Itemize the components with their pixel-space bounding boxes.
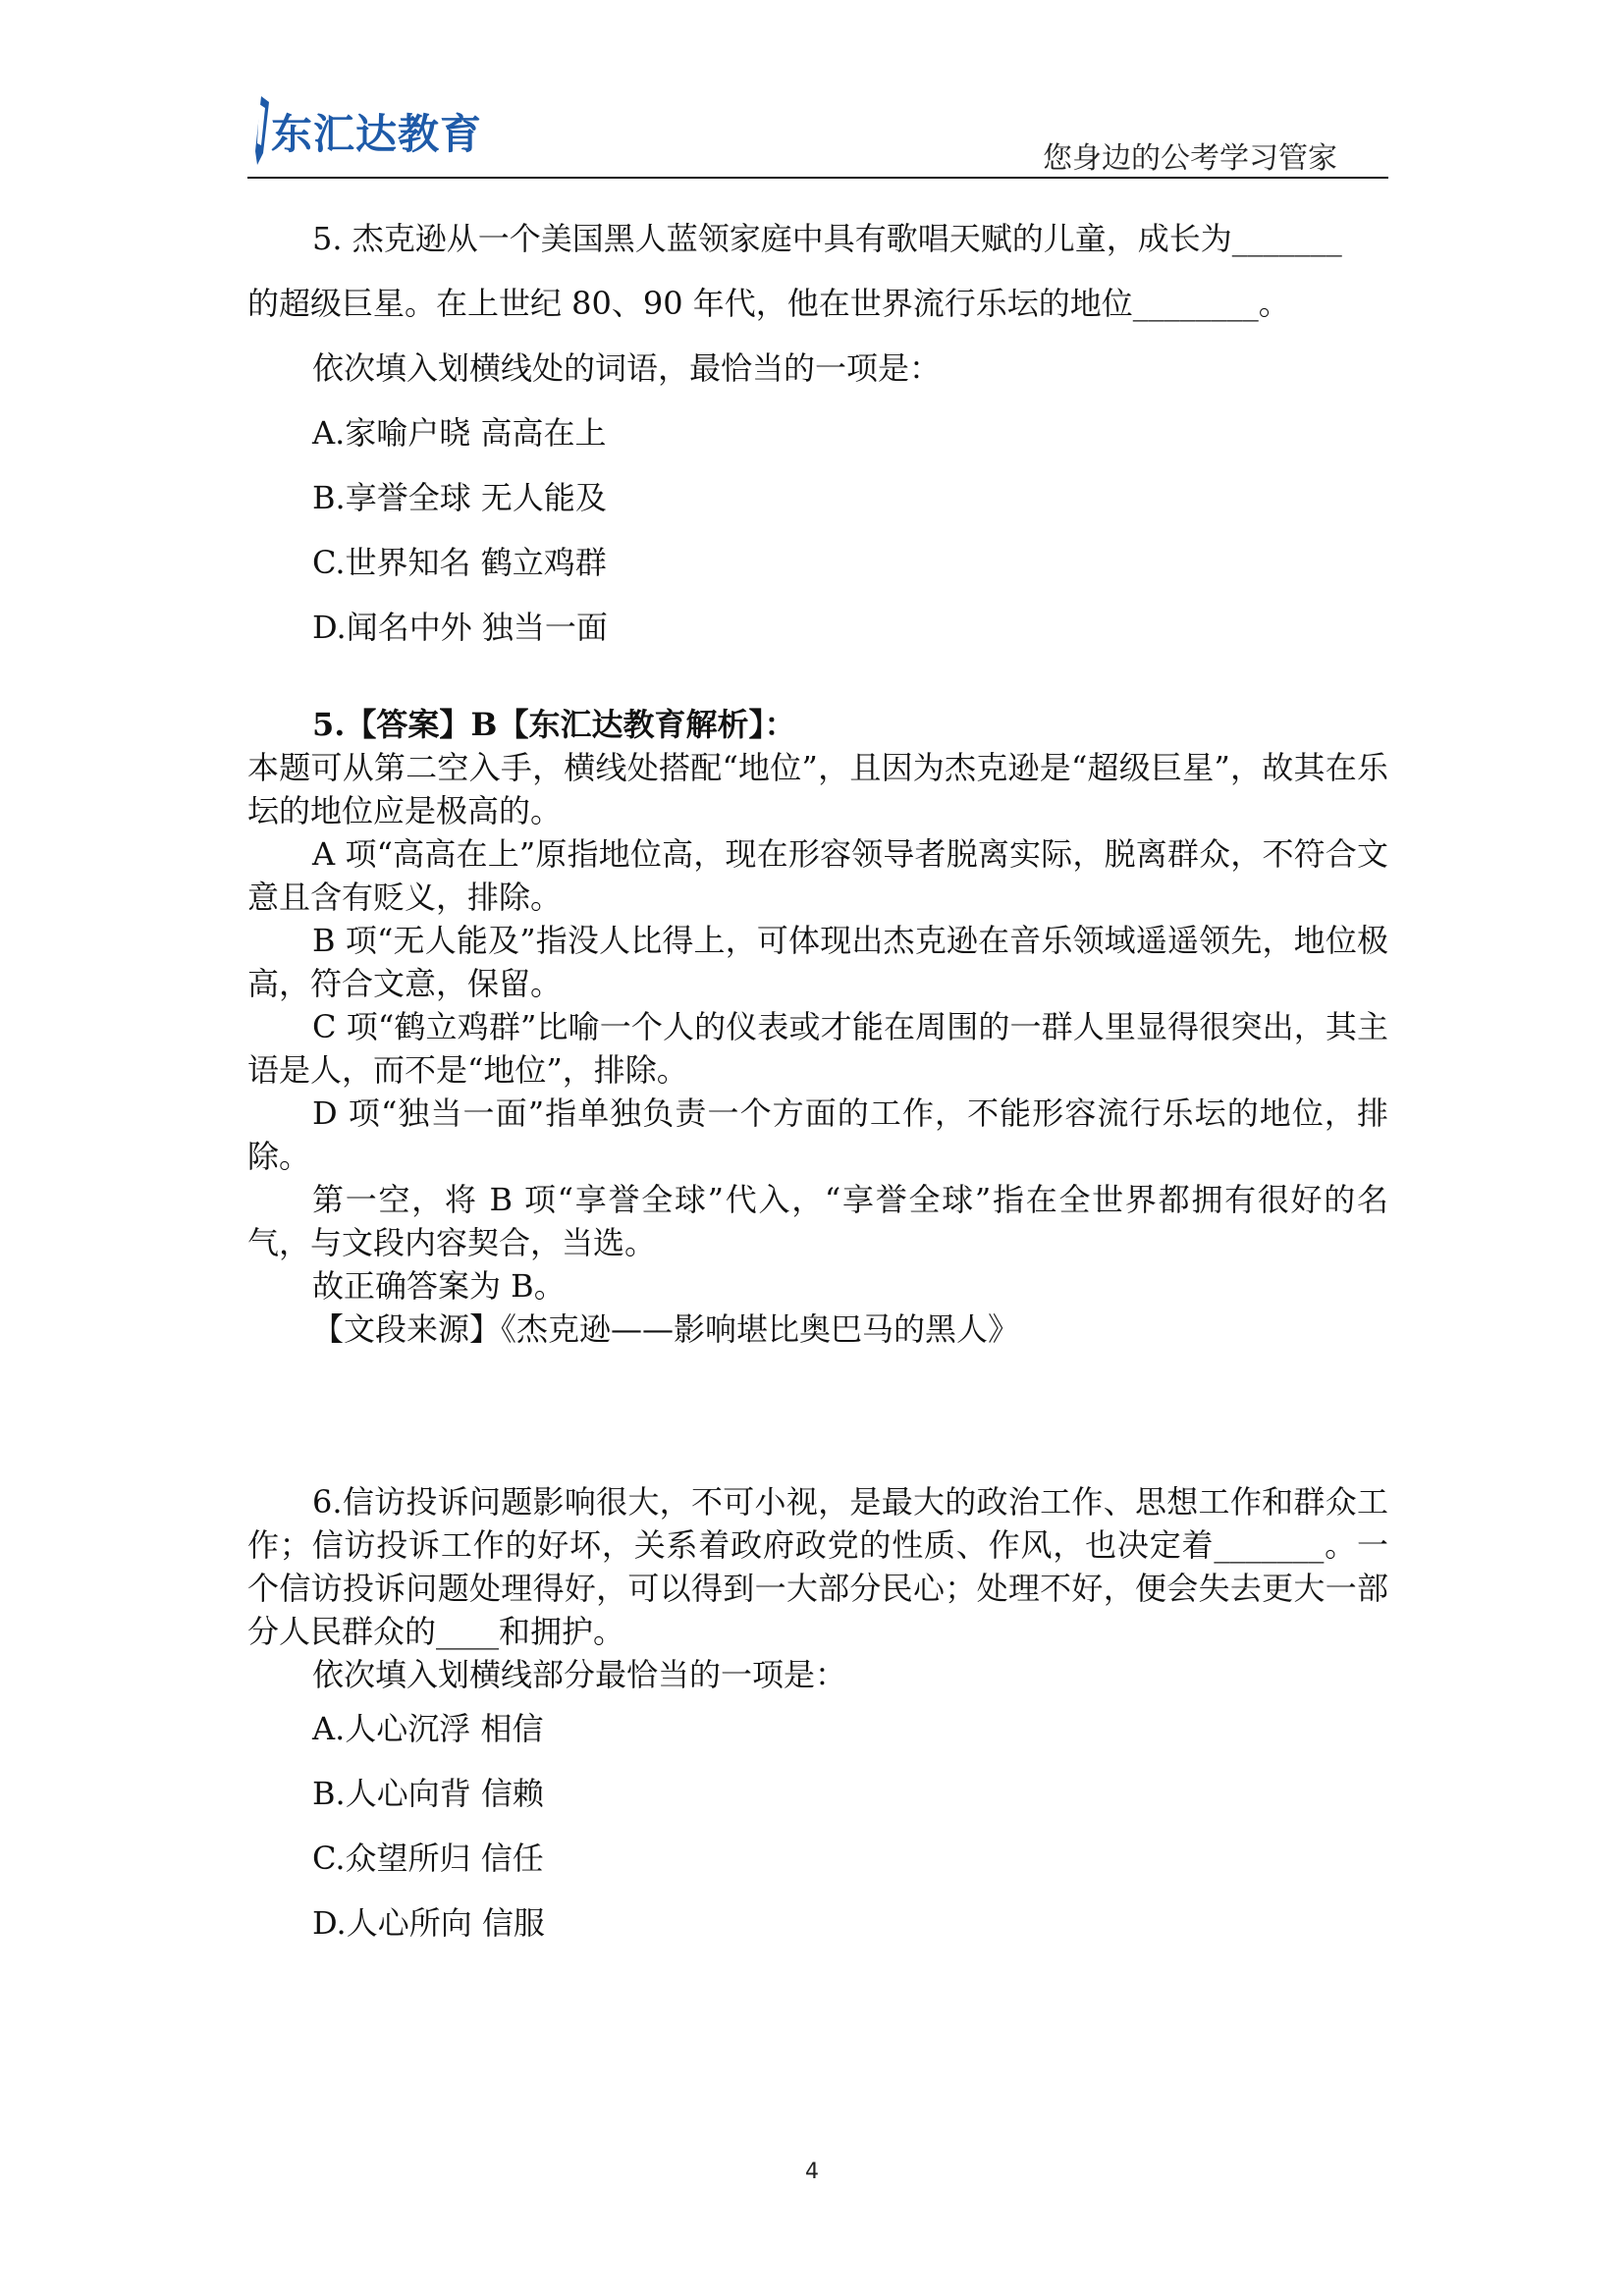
pen-logo-icon — [247, 94, 273, 167]
page-header — [247, 90, 1388, 181]
answer-5-intro: 本题可从第二空入手，横线处搭配“地位”，且因为杰克逊是“超级巨星”，故其在乐坛的地位应是极高的。 — [247, 749, 1388, 829]
question-5-option-a: A.家喻户晓 高高在上 — [312, 414, 607, 452]
answer-5-item-c: C 项“鹤立鸡群”比喻一个人的仪表或才能在周围的一群人里显得很突出，其主语是人，而不是“地位”，排除。 — [247, 1008, 1388, 1089]
answer-5-item-d: D 项“独当一面”指单独负责一个方面的工作，不能形容流行乐坛的地位，排除。 — [247, 1095, 1388, 1175]
question-6-prompt: 依次填入划横线部分最恰当的一项是： — [312, 1656, 847, 1693]
question-5-option-d: D.闻名中外 独当一面 — [312, 609, 608, 646]
question-6-option-a: A.人心沉浮 相信 — [312, 1710, 544, 1747]
logo-text: 东汇达教育 — [271, 110, 483, 158]
question-6-option-d: D.人心所向 信服 — [312, 1904, 545, 1942]
question-5-option-c: C.世界知名 鹤立鸡群 — [312, 544, 607, 581]
answer-5-first-blank: 第一空，将 B 项“享誉全球”代入，“享誉全球”指在全世界都拥有很好的名气，与文段内容契合，当选。 — [247, 1181, 1388, 1261]
question-6-option-c: C.众望所归 信任 — [312, 1840, 544, 1877]
question-5 — [247, 206, 1388, 660]
header-divider — [247, 177, 1388, 179]
answer-5-conclusion: 故正确答案为 B。 — [312, 1267, 566, 1305]
header-tagline: 您身边的公考学习管家 — [1043, 141, 1337, 176]
question-5-option-b: B.享誉全球 无人能及 — [312, 479, 607, 516]
page-number: 4 — [805, 2160, 819, 2184]
answer-5-item-a: A 项“高高在上”原指地位高，现在形容领导者脱离实际，脱离群众，不符合文意且含有贬义，排除。 — [247, 835, 1388, 916]
answer-5 — [247, 703, 1388, 1351]
answer-5-item-b: B 项“无人能及”指没人比得上，可体现出杰克逊在音乐领域遥遥领先，地位极高，符合文意，保留。 — [247, 922, 1388, 1002]
question-5-stem-line-2: 的超级巨星。在上世纪 80、90 年代，他在世界流行乐坛的地位________。 — [247, 285, 1290, 322]
question-6-option-b: B.人心向背 信赖 — [312, 1775, 544, 1812]
page-content — [247, 206, 1388, 1955]
answer-5-source: 【文段来源】《杰克逊——影响堪比奥巴马的黑人》 — [312, 1310, 1020, 1348]
answer-5-heading: 5.【答案】B【东汇达教育解析】： — [312, 706, 796, 743]
question-6-stem: 6.信访投诉问题影响很大，不可小视，是最大的政治工作、思想工作和群众工作；信访投诉工作的好坏，关系着政府政党的性质、作风，也决定着_______。一个信访投诉问题处理得好，可以得到一大部分民心；处理不好，便会失去更大一部分人民群众的____和拥护。 — [247, 1483, 1388, 1650]
question-6 — [247, 1480, 1388, 1955]
question-5-prompt: 依次填入划横线处的词语，最恰当的一项是： — [312, 349, 942, 387]
brand-logo — [247, 90, 483, 169]
question-5-stem-line-1: 5. 杰克逊从一个美国黑人蓝领家庭中具有歌唱天赋的儿童，成长为_______ — [312, 220, 1342, 257]
